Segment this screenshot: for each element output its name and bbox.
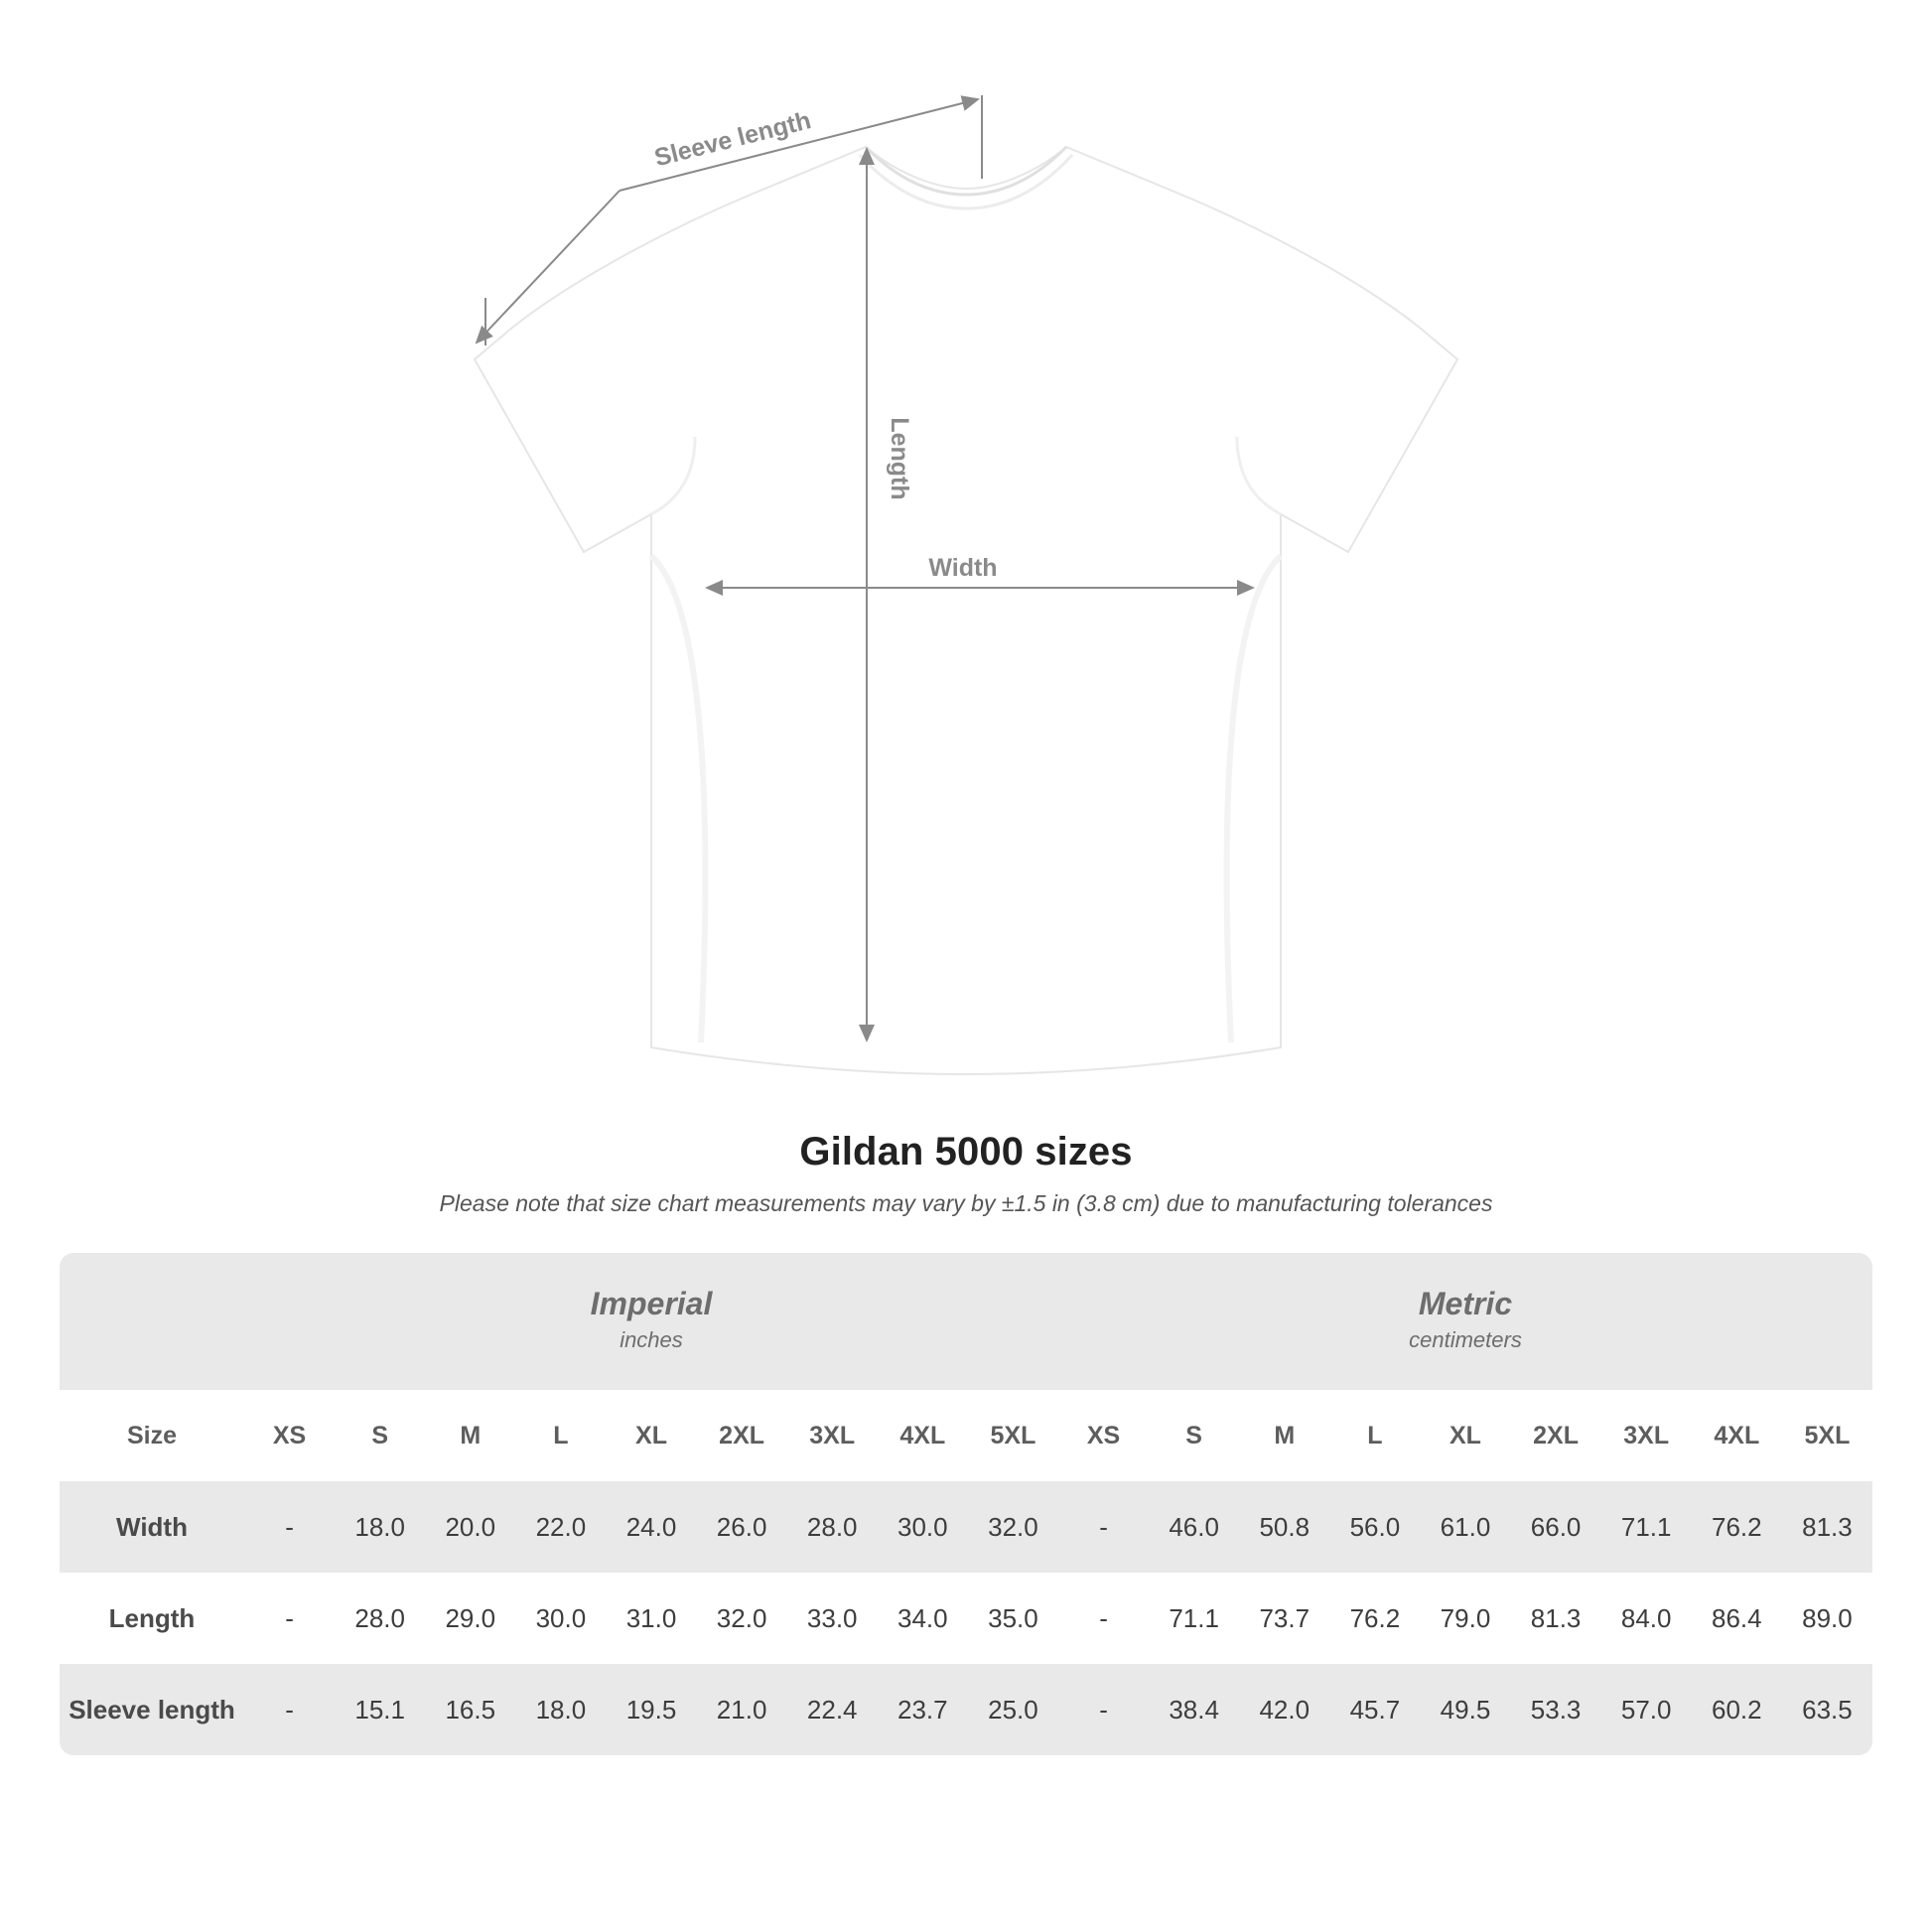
- header-imperial-2xl: 2XL: [697, 1390, 787, 1481]
- cell-width-imperial-xs: -: [244, 1481, 335, 1573]
- cell-length-metric-s: 71.1: [1149, 1573, 1239, 1664]
- cell-width-metric-5xl: 81.3: [1782, 1481, 1872, 1573]
- row-label-length: Length: [60, 1573, 244, 1664]
- cell-width-imperial-4xl: 30.0: [878, 1481, 968, 1573]
- header-imperial-s: S: [335, 1390, 425, 1481]
- cell-length-imperial-l: 30.0: [515, 1573, 606, 1664]
- unit-group-imperial-name: Imperial: [590, 1286, 713, 1321]
- header-imperial-5xl: 5XL: [968, 1390, 1058, 1481]
- cell-length-metric-3xl: 84.0: [1601, 1573, 1692, 1664]
- cell-sleeve-metric-5xl: 63.5: [1782, 1664, 1872, 1755]
- table-row-sleeve-length: [60, 1664, 1872, 1755]
- width-label: Width: [928, 554, 998, 582]
- header-metric-2xl: 2XL: [1511, 1390, 1601, 1481]
- cell-width-imperial-2xl: 26.0: [697, 1481, 787, 1573]
- cell-sleeve-imperial-4xl: 23.7: [878, 1664, 968, 1755]
- cell-length-metric-xs: -: [1058, 1573, 1149, 1664]
- cell-sleeve-imperial-3xl: 22.4: [787, 1664, 878, 1755]
- cell-width-metric-m: 50.8: [1239, 1481, 1329, 1573]
- header-imperial-3xl: 3XL: [787, 1390, 878, 1481]
- table-row-width: [60, 1481, 1872, 1573]
- cell-width-metric-xl: 61.0: [1420, 1481, 1510, 1573]
- header-metric-4xl: 4XL: [1692, 1390, 1782, 1481]
- cell-width-imperial-3xl: 28.0: [787, 1481, 878, 1573]
- table-corner: [60, 1253, 244, 1390]
- cell-length-metric-xl: 79.0: [1420, 1573, 1510, 1664]
- header-metric-s: S: [1149, 1390, 1239, 1481]
- header-metric-xs: XS: [1058, 1390, 1149, 1481]
- cell-sleeve-imperial-m: 16.5: [425, 1664, 515, 1755]
- cell-length-imperial-xl: 31.0: [606, 1573, 696, 1664]
- cell-length-imperial-2xl: 32.0: [697, 1573, 787, 1664]
- cell-width-imperial-m: 20.0: [425, 1481, 515, 1573]
- tolerance-note: Please note that size chart measurements may vary by ±1.5 in (3.8 cm) due to manufacturing tolerances: [439, 1190, 1493, 1216]
- header-imperial-l: L: [515, 1390, 606, 1481]
- cell-sleeve-imperial-5xl: 25.0: [968, 1664, 1058, 1755]
- cell-sleeve-imperial-xs: -: [244, 1664, 335, 1755]
- cell-length-imperial-m: 29.0: [425, 1573, 515, 1664]
- row-label-sleeve-length: Sleeve length: [60, 1664, 244, 1755]
- length-label: Length: [886, 417, 913, 500]
- cell-sleeve-imperial-s: 15.1: [335, 1664, 425, 1755]
- cell-length-imperial-s: 28.0: [335, 1573, 425, 1664]
- cell-sleeve-imperial-l: 18.0: [515, 1664, 606, 1755]
- header-imperial-m: M: [425, 1390, 515, 1481]
- cell-width-metric-4xl: 76.2: [1692, 1481, 1782, 1573]
- size-header-row: [60, 1390, 1872, 1481]
- cell-sleeve-metric-xs: -: [1058, 1664, 1149, 1755]
- cell-length-imperial-xs: -: [244, 1573, 335, 1664]
- header-metric-l: L: [1329, 1390, 1420, 1481]
- unit-group-metric: [1058, 1253, 1872, 1390]
- cell-sleeve-metric-s: 38.4: [1149, 1664, 1239, 1755]
- cell-width-metric-3xl: 71.1: [1601, 1481, 1692, 1573]
- cell-width-imperial-s: 18.0: [335, 1481, 425, 1573]
- cell-width-imperial-5xl: 32.0: [968, 1481, 1058, 1573]
- cell-width-imperial-l: 22.0: [515, 1481, 606, 1573]
- unit-group-metric-name: Metric: [1418, 1286, 1513, 1321]
- unit-group-imperial: [244, 1253, 1058, 1390]
- cell-length-metric-m: 73.7: [1239, 1573, 1329, 1664]
- tshirt-shape: [475, 147, 1457, 1074]
- cell-length-metric-4xl: 86.4: [1692, 1573, 1782, 1664]
- cell-length-metric-5xl: 89.0: [1782, 1573, 1872, 1664]
- header-metric-m: M: [1239, 1390, 1329, 1481]
- header-imperial-xl: XL: [606, 1390, 696, 1481]
- cell-sleeve-metric-xl: 49.5: [1420, 1664, 1510, 1755]
- header-imperial-xs: XS: [244, 1390, 335, 1481]
- cell-width-metric-2xl: 66.0: [1511, 1481, 1601, 1573]
- header-size-label: Size: [60, 1390, 244, 1481]
- cell-sleeve-imperial-xl: 19.5: [606, 1664, 696, 1755]
- sleeve-length-label: Sleeve length: [651, 106, 814, 173]
- cell-length-metric-l: 76.2: [1329, 1573, 1420, 1664]
- cell-length-imperial-5xl: 35.0: [968, 1573, 1058, 1664]
- unit-group-metric-unit: centimeters: [1409, 1326, 1522, 1352]
- header-metric-3xl: 3XL: [1601, 1390, 1692, 1481]
- header-metric-5xl: 5XL: [1782, 1390, 1872, 1481]
- cell-width-imperial-xl: 24.0: [606, 1481, 696, 1573]
- cell-sleeve-metric-2xl: 53.3: [1511, 1664, 1601, 1755]
- unit-header-row: [60, 1253, 1872, 1390]
- unit-group-imperial-unit: inches: [620, 1326, 683, 1352]
- cell-sleeve-imperial-2xl: 21.0: [697, 1664, 787, 1755]
- cell-sleeve-metric-m: 42.0: [1239, 1664, 1329, 1755]
- cell-length-metric-2xl: 81.3: [1511, 1573, 1601, 1664]
- cell-sleeve-metric-4xl: 60.2: [1692, 1664, 1782, 1755]
- table-row-length: [60, 1573, 1872, 1664]
- cell-sleeve-metric-l: 45.7: [1329, 1664, 1420, 1755]
- cell-width-metric-xs: -: [1058, 1481, 1149, 1573]
- header-metric-xl: XL: [1420, 1390, 1510, 1481]
- header-imperial-4xl: 4XL: [878, 1390, 968, 1481]
- row-label-width: Width: [60, 1481, 244, 1573]
- cell-width-metric-l: 56.0: [1329, 1481, 1420, 1573]
- size-table-wrapper: [0, 1217, 1932, 1755]
- page-title: Gildan 5000 sizes: [799, 1130, 1133, 1173]
- cell-width-metric-s: 46.0: [1149, 1481, 1239, 1573]
- cell-length-imperial-3xl: 33.0: [787, 1573, 878, 1664]
- cell-length-imperial-4xl: 34.0: [878, 1573, 968, 1664]
- size-table: [60, 1253, 1872, 1755]
- cell-sleeve-metric-3xl: 57.0: [1601, 1664, 1692, 1755]
